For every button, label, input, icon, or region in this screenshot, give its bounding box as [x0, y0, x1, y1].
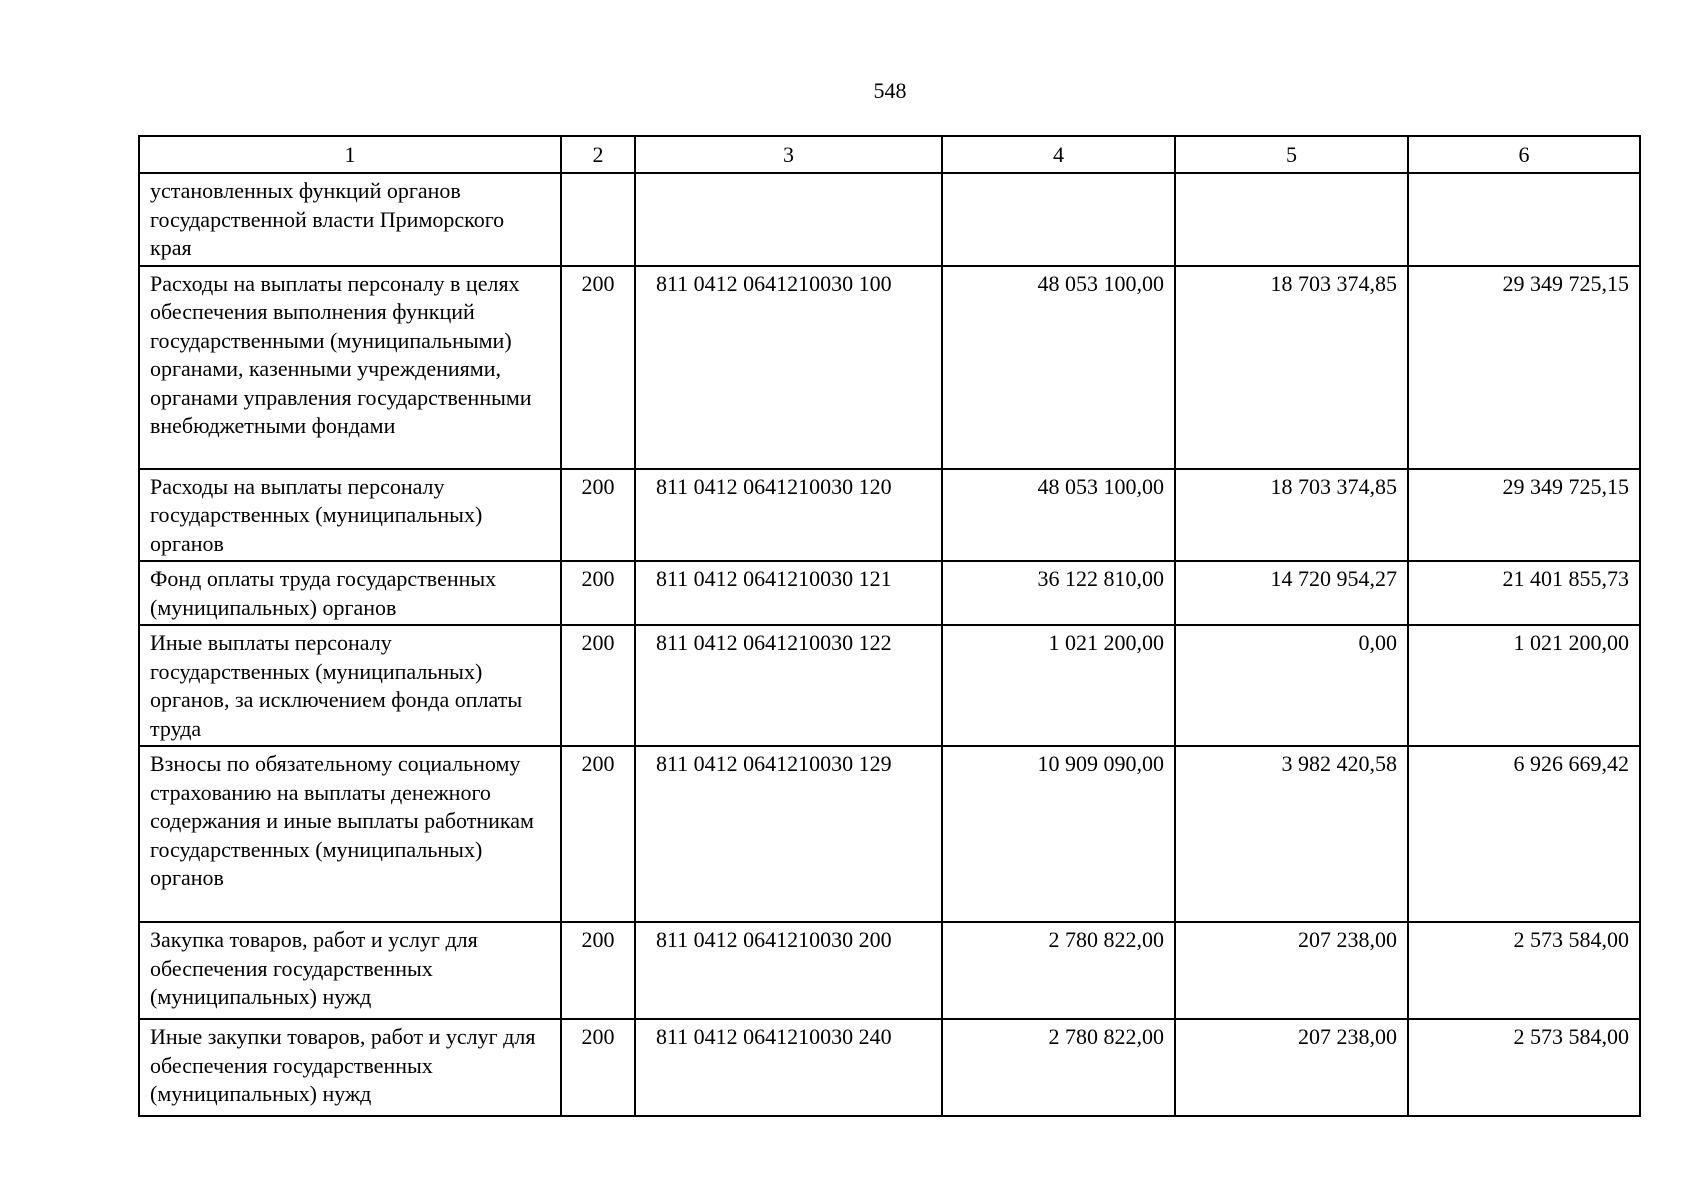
row-executed-cell: 3 982 420,58: [1175, 746, 1408, 922]
row-approved-cell: 48 053 100,00: [942, 266, 1175, 469]
row-remaining-cell: 29 349 725,15: [1408, 469, 1640, 562]
row-name-cell: Взносы по обязательному социальному страхованию на выплаты денежного содержания и иные выплаты работникам государственных (муниципальных) органов: [139, 746, 561, 922]
row-code-cell: 200: [561, 625, 635, 746]
table-row: [139, 173, 1640, 266]
column-header-6: 6: [1408, 136, 1640, 173]
row-remaining-cell: 1 021 200,00: [1408, 625, 1640, 746]
row-kbk-cell: 811 0412 0641210030 122: [635, 625, 942, 746]
row-code-cell: 200: [561, 922, 635, 1019]
row-name-cell: установленных функций органов государственной власти Приморского края: [139, 173, 561, 266]
row-remaining-cell: 21 401 855,73: [1408, 561, 1640, 625]
row-remaining-cell: 2 573 584,00: [1408, 922, 1640, 1019]
row-name-cell: Расходы на выплаты персоналу государственных (муниципальных) органов: [139, 469, 561, 562]
table-row: [139, 746, 1640, 922]
row-remaining-cell: 2 573 584,00: [1408, 1019, 1640, 1116]
column-header-2: 2: [561, 136, 635, 173]
row-executed-cell: 207 238,00: [1175, 922, 1408, 1019]
column-header-4: 4: [942, 136, 1175, 173]
row-name-cell: Иные выплаты персоналу государственных (муниципальных) органов, за исключением фонда оплаты труда: [139, 625, 561, 746]
table-row: [139, 469, 1640, 562]
row-approved-cell: 36 122 810,00: [942, 561, 1175, 625]
row-name-cell: Фонд оплаты труда государственных (муниципальных) органов: [139, 561, 561, 625]
row-remaining-cell: 29 349 725,15: [1408, 266, 1640, 469]
column-header-5: 5: [1175, 136, 1408, 173]
row-kbk-cell: 811 0412 0641210030 129: [635, 746, 942, 922]
budget-execution-table: [138, 135, 1641, 1117]
column-header-3: 3: [635, 136, 942, 173]
row-kbk-cell: 811 0412 0641210030 120: [635, 469, 942, 562]
row-remaining-cell: 6 926 669,42: [1408, 746, 1640, 922]
row-kbk-cell: [635, 173, 942, 266]
table-row: [139, 625, 1640, 746]
row-name-cell: Иные закупки товаров, работ и услуг для обеспечения государственных (муниципальных) нужд: [139, 1019, 561, 1116]
row-kbk-cell: 811 0412 0641210030 240: [635, 1019, 942, 1116]
row-code-cell: [561, 173, 635, 266]
row-code-cell: 200: [561, 561, 635, 625]
row-approved-cell: 1 021 200,00: [942, 625, 1175, 746]
page-number: 548: [873, 78, 907, 103]
row-executed-cell: 18 703 374,85: [1175, 266, 1408, 469]
row-approved-cell: 48 053 100,00: [942, 469, 1175, 562]
column-header-1: 1: [139, 136, 561, 173]
row-kbk-cell: 811 0412 0641210030 100: [635, 266, 942, 469]
row-approved-cell: 2 780 822,00: [942, 1019, 1175, 1116]
row-kbk-cell: 811 0412 0641210030 121: [635, 561, 942, 625]
row-code-cell: 200: [561, 469, 635, 562]
row-executed-cell: 14 720 954,27: [1175, 561, 1408, 625]
table-row: [139, 266, 1640, 469]
row-code-cell: 200: [561, 746, 635, 922]
row-approved-cell: [942, 173, 1175, 266]
row-executed-cell: 18 703 374,85: [1175, 469, 1408, 562]
row-executed-cell: 207 238,00: [1175, 1019, 1408, 1116]
row-approved-cell: 2 780 822,00: [942, 922, 1175, 1019]
row-name-cell: Расходы на выплаты персоналу в целях обеспечения выполнения функций государственными (муниципальными) органами, казенными учреждениями, органами управления государственными внебюджетными фондами: [139, 266, 561, 469]
table-row: [139, 1019, 1640, 1116]
table-row: [139, 561, 1640, 625]
row-remaining-cell: [1408, 173, 1640, 266]
row-approved-cell: 10 909 090,00: [942, 746, 1175, 922]
row-executed-cell: [1175, 173, 1408, 266]
row-kbk-cell: 811 0412 0641210030 200: [635, 922, 942, 1019]
row-code-cell: 200: [561, 266, 635, 469]
column-number-row: [139, 136, 1640, 173]
row-executed-cell: 0,00: [1175, 625, 1408, 746]
row-name-cell: Закупка товаров, работ и услуг для обеспечения государственных (муниципальных) нужд: [139, 922, 561, 1019]
row-code-cell: 200: [561, 1019, 635, 1116]
table-row: [139, 922, 1640, 1019]
